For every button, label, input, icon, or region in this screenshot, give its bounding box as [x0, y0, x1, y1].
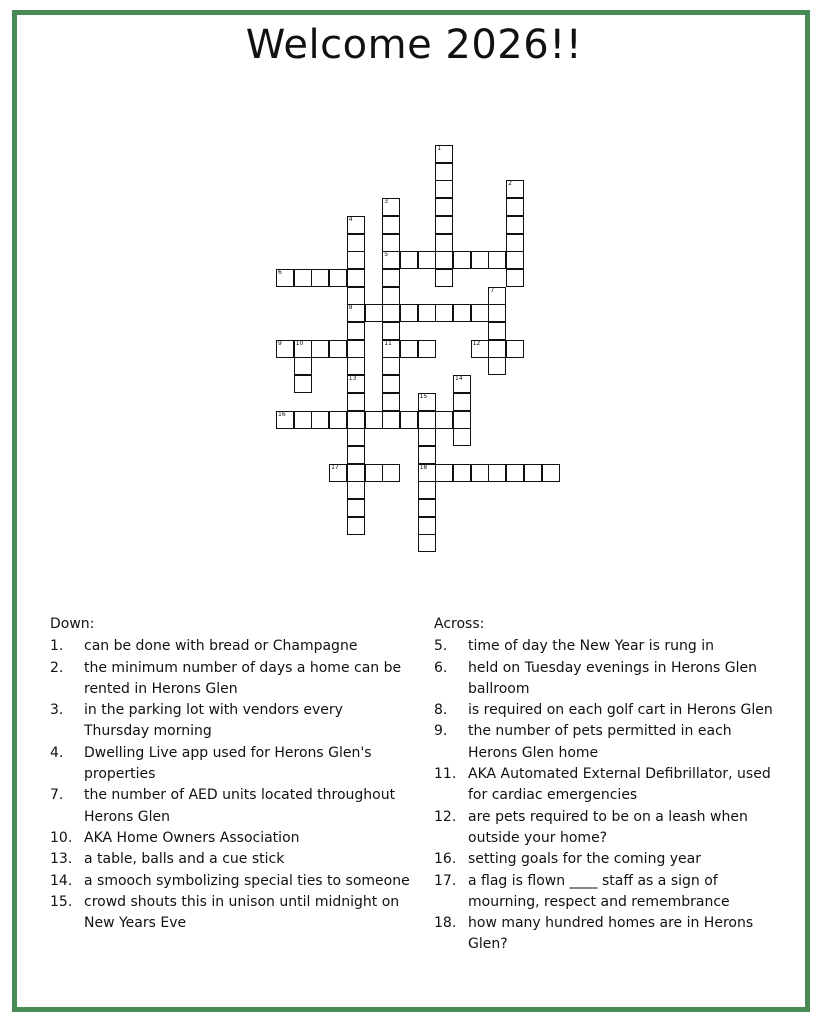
crossword-cell[interactable] [506, 251, 524, 269]
crossword-cell[interactable] [294, 340, 312, 358]
clue-text: the number of AED units located throughout Herons Glen [84, 787, 396, 825]
crossword-cell[interactable] [418, 534, 436, 552]
clue-text: held on Tuesday evenings in Herons Glen ballroom [468, 659, 757, 697]
across-clue [434, 764, 784, 807]
across-clue [434, 721, 784, 764]
crossword-cell[interactable] [435, 269, 453, 287]
clue-number: 13. [50, 851, 73, 868]
crossword-cell[interactable] [418, 411, 436, 429]
clue-number: 9. [434, 723, 448, 740]
crossword-cell[interactable] [382, 411, 400, 429]
crossword-cell[interactable] [294, 375, 312, 393]
crossword-cell[interactable] [311, 411, 329, 429]
crossword-cell[interactable] [382, 251, 400, 269]
crossword-cell[interactable] [435, 234, 453, 252]
cell-number: 17 [331, 463, 339, 471]
crossword-cell[interactable] [329, 269, 347, 287]
crossword-cell[interactable] [347, 428, 365, 446]
clue-text: time of day the New Year is rung in [468, 638, 714, 655]
crossword-cell[interactable] [471, 340, 489, 358]
crossword-cell[interactable] [506, 180, 524, 198]
crossword-cell[interactable] [506, 198, 524, 216]
cell-number: 14 [455, 375, 463, 383]
crossword-cell[interactable] [347, 464, 365, 482]
clue-number: 4. [50, 744, 64, 761]
crossword-cell[interactable] [418, 464, 436, 482]
crossword-cell[interactable] [347, 481, 365, 499]
clue-text: Dwelling Live app used for Herons Glen's properties [84, 744, 372, 783]
crossword-cell[interactable] [506, 464, 524, 482]
cell-number: 8 [348, 304, 353, 312]
crossword-cell[interactable] [382, 198, 400, 216]
clue-number: 16. [434, 851, 457, 868]
crossword-cell[interactable] [382, 216, 400, 234]
crossword-cell[interactable] [347, 216, 365, 234]
clue-number: 3. [50, 702, 64, 719]
crossword-cell[interactable] [453, 251, 471, 269]
cell-number: 1 [437, 145, 442, 152]
crossword-cell[interactable] [347, 411, 365, 429]
clue-text: are pets required to be on a leash when outside your home? [468, 808, 748, 846]
crossword-cell[interactable] [488, 464, 506, 482]
crossword-cell[interactable] [471, 464, 489, 482]
crossword-cell[interactable] [418, 251, 436, 269]
crossword-cell[interactable] [524, 464, 542, 482]
cell-number: 6 [278, 268, 282, 276]
crossword-cell[interactable] [347, 357, 365, 375]
clue-text: how many hundred homes are in Herons Glen? [468, 915, 754, 953]
crossword-cell[interactable] [382, 234, 400, 252]
crossword-cell[interactable] [294, 269, 312, 287]
crossword-cell[interactable] [347, 304, 365, 322]
clue-text: the number of pets permitted in each Herons Glen home [468, 723, 732, 761]
crossword-cell[interactable] [400, 251, 418, 269]
crossword-cell[interactable] [435, 198, 453, 216]
across-clue [434, 913, 784, 956]
clue-text: is required on each golf cart in Herons Glen [468, 702, 773, 719]
crossword-cell[interactable] [435, 251, 453, 269]
crossword-cell[interactable] [347, 234, 365, 252]
crossword-cell[interactable] [418, 481, 436, 499]
crossword-cell[interactable] [382, 287, 400, 305]
crossword-cell[interactable] [418, 499, 436, 517]
crossword-cell[interactable] [418, 517, 436, 535]
across-clue [434, 636, 784, 657]
crossword-cell[interactable] [400, 304, 418, 322]
crossword-cell[interactable] [276, 340, 294, 358]
down-clue [50, 892, 410, 935]
crossword-cell[interactable] [488, 340, 506, 358]
crossword-cell[interactable] [506, 269, 524, 287]
crossword-cell[interactable] [382, 322, 400, 340]
crossword-cell[interactable] [347, 446, 365, 464]
cell-number: 10 [295, 339, 304, 347]
crossword-cell[interactable] [294, 357, 312, 375]
crossword-cell[interactable] [435, 464, 453, 482]
clue-number: 6. [434, 659, 448, 676]
crossword-cell[interactable] [365, 464, 383, 482]
crossword-cell[interactable] [418, 446, 436, 464]
down-clue [50, 658, 410, 701]
crossword-cell[interactable] [418, 304, 436, 322]
page-title: Welcome 2026!! [245, 22, 583, 68]
crossword-cell[interactable] [488, 251, 506, 269]
crossword-cell[interactable] [347, 499, 365, 517]
down-clue [50, 849, 410, 870]
down-clue [50, 700, 410, 743]
clue-text: crowd shouts this in unison until midnight on New Years Eve [84, 893, 400, 932]
crossword-cell[interactable] [382, 340, 400, 358]
clue-number: 1. [50, 638, 64, 655]
crossword-cell[interactable] [294, 411, 312, 429]
cell-number: 18 [419, 463, 428, 471]
across-heading: Across: [434, 616, 485, 632]
crossword-cell[interactable] [382, 357, 400, 375]
crossword-cell[interactable] [329, 411, 347, 429]
down-clue [50, 636, 410, 657]
down-clue [50, 743, 410, 786]
clue-text: AKA Home Owners Association [84, 829, 300, 846]
crossword-cell[interactable] [435, 411, 453, 429]
crossword-cell[interactable] [329, 464, 347, 482]
across-clue [434, 849, 784, 870]
clue-text: AKA Automated External Defibrillator, used for cardiac emergencies [468, 766, 771, 804]
clue-number: 5. [434, 638, 448, 655]
crossword-cell[interactable] [488, 304, 506, 322]
crossword-cell[interactable] [382, 375, 400, 393]
cell-number: 15 [419, 392, 428, 400]
cell-number: 11 [384, 339, 392, 347]
cell-number: 4 [348, 215, 353, 223]
crossword-cell[interactable] [506, 234, 524, 252]
crossword-cell[interactable] [418, 340, 436, 358]
across-clues [434, 614, 784, 956]
crossword-cell[interactable] [435, 304, 453, 322]
crossword-cell[interactable] [453, 428, 471, 446]
crossword-cell[interactable] [382, 464, 400, 482]
crossword-cell[interactable] [435, 145, 453, 163]
down-heading: Down: [50, 616, 95, 632]
cell-number: 7 [490, 286, 495, 294]
cell-number: 5 [384, 251, 389, 259]
clue-number: 2. [50, 659, 64, 676]
clue-text: can be done with bread or Champagne [84, 638, 358, 655]
down-clue [50, 828, 410, 849]
clue-text: setting goals for the coming year [468, 851, 702, 868]
clue-number: 18. [434, 915, 457, 932]
crossword-cell[interactable] [453, 375, 471, 393]
crossword-cell[interactable] [276, 411, 294, 429]
down-clue [50, 785, 410, 828]
crossword-cell[interactable] [435, 163, 453, 181]
crossword-cell[interactable] [382, 269, 400, 287]
crossword-cell[interactable] [471, 304, 489, 322]
crossword-cell[interactable] [418, 428, 436, 446]
crossword-cell[interactable] [435, 216, 453, 234]
clue-number: 11. [434, 766, 457, 783]
clue-text: the minimum number of days a home can be rented in Herons Glen [84, 659, 402, 697]
crossword-cell[interactable] [276, 269, 294, 287]
clue-number: 15. [50, 893, 73, 910]
crossword-cell[interactable] [453, 393, 471, 411]
crossword-cell[interactable] [365, 304, 383, 322]
crossword-cell[interactable] [347, 393, 365, 411]
clue-number: 10. [50, 829, 73, 846]
crossword-cell[interactable] [347, 251, 365, 269]
cell-number: 9 [278, 339, 282, 347]
across-clue [434, 658, 784, 701]
clue-text: a smooch symbolizing special ties to someone [84, 872, 410, 889]
clue-number: 12. [434, 808, 457, 825]
crossword-cell[interactable] [506, 340, 524, 358]
cell-number: 12 [472, 339, 481, 347]
crossword-cell[interactable] [347, 322, 365, 340]
crossword-cell[interactable] [471, 251, 489, 269]
down-clues [50, 614, 410, 934]
cell-number: 2 [508, 180, 512, 188]
clue-text: in the parking lot with vendors every Thursday morning [84, 702, 343, 740]
crossword-cell[interactable] [453, 411, 471, 429]
cell-number: 13 [348, 375, 357, 383]
across-clue [434, 700, 784, 721]
crossword-cell[interactable] [542, 464, 560, 482]
crossword-cell[interactable] [347, 269, 365, 287]
clue-number: 7. [50, 787, 64, 804]
clue-text: a flag is flown ____ staff as a sign of mourning, respect and remembrance [468, 872, 730, 910]
crossword-cell[interactable] [329, 340, 347, 358]
clue-number: 14. [50, 872, 73, 889]
crossword-cell[interactable] [347, 340, 365, 358]
cell-number: 16 [278, 410, 286, 418]
crossword-cell[interactable] [453, 304, 471, 322]
crossword-cell[interactable] [488, 287, 506, 305]
crossword-cell[interactable] [453, 464, 471, 482]
crossword-cell[interactable] [347, 287, 365, 305]
crossword-cell[interactable] [400, 340, 418, 358]
across-clue [434, 871, 784, 914]
down-clue-list [50, 636, 410, 934]
crossword-cell[interactable] [365, 411, 383, 429]
crossword-cell[interactable] [311, 269, 329, 287]
clue-text: a table, balls and a cue stick [84, 851, 285, 868]
clue-number: 17. [434, 872, 457, 889]
crossword-cell[interactable] [418, 393, 436, 411]
across-clue [434, 807, 784, 850]
down-clue [50, 871, 410, 892]
crossword-cell[interactable] [506, 216, 524, 234]
crossword-cell[interactable] [347, 375, 365, 393]
crossword-cell[interactable] [382, 393, 400, 411]
crossword-cell[interactable] [435, 180, 453, 198]
crossword-cell[interactable] [400, 411, 418, 429]
crossword-cell[interactable] [488, 322, 506, 340]
cell-number: 3 [384, 198, 389, 206]
crossword-cell[interactable] [347, 517, 365, 535]
crossword-cell[interactable] [488, 357, 506, 375]
crossword-cell[interactable] [311, 340, 329, 358]
clue-number: 8. [434, 702, 448, 719]
crossword-cell[interactable] [382, 304, 400, 322]
across-clue-list [434, 636, 784, 955]
